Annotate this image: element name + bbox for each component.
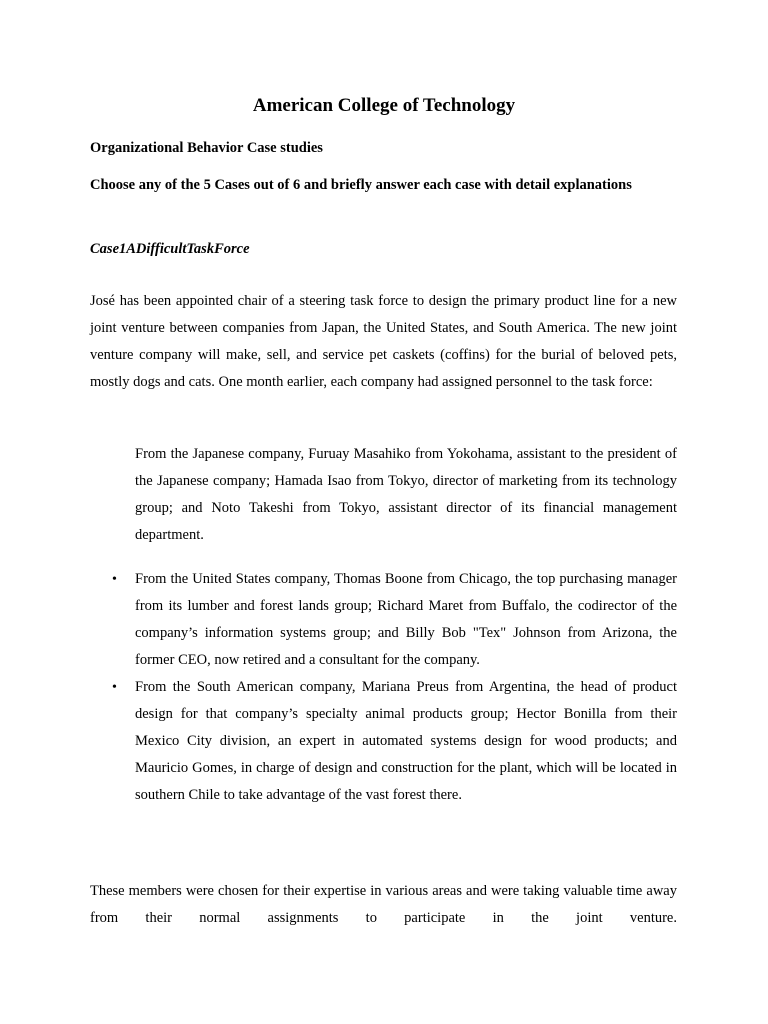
company-bullet-list xyxy=(112,566,677,809)
bullet-text: From the United States company, Thomas Boone from Chicago, the top purchasing manager from its lumber and forest lands group; Richard Maret from Buffalo, the codirector of the company’s information systems group; and Billy Bob "Tex" Johnson from Arizona, the former CEO, now retired and a consultant for the company. xyxy=(135,571,677,668)
bullet-text: From the South American company, Mariana Preus from Argentina, the head of product design for that company’s specialty animal products group; Hector Bonilla from their Mexico City division, an expert in automated systems design for wood products; and Mauricio Gomes, in charge of design and construction for the plant, which will be located in southern Chile to take advantage of the vast forest there. xyxy=(135,679,677,803)
list-item xyxy=(112,674,677,809)
course-subtitle: Organizational Behavior Case studies xyxy=(90,140,323,156)
case-heading: Case1ADifficultTaskForce xyxy=(90,241,250,257)
closing-paragraph: These members were chosen for their expertise in various areas and were taking valuable time away from their normal assignments to participate in the joint venture. xyxy=(90,883,677,926)
page-title: American College of Technology xyxy=(252,95,516,116)
japanese-company-paragraph: From the Japanese company, Furuay Masahiko from Yokohama, assistant to the president of the Japanese company; Hamada Isao from Tokyo, director of marketing from its technology group; and Noto Takeshi from Tokyo, assistant director of its financial management department. xyxy=(135,446,677,543)
intro-paragraph: José has been appointed chair of a steering task force to design the primary product line for a new joint venture between companies from Japan, the United States, and South America. The new joint venture company will make, sell, and service pet caskets (coffins) for the burial of beloved pets, mostly dogs and cats. One month earlier, each company had assigned personnel to the task force: xyxy=(90,293,677,390)
bullet-icon: • xyxy=(112,572,117,587)
instruction-text: Choose any of the 5 Cases out of 6 and briefly answer each case with detail explanations xyxy=(90,177,632,193)
list-item xyxy=(112,566,677,674)
bullet-icon: • xyxy=(112,680,117,695)
